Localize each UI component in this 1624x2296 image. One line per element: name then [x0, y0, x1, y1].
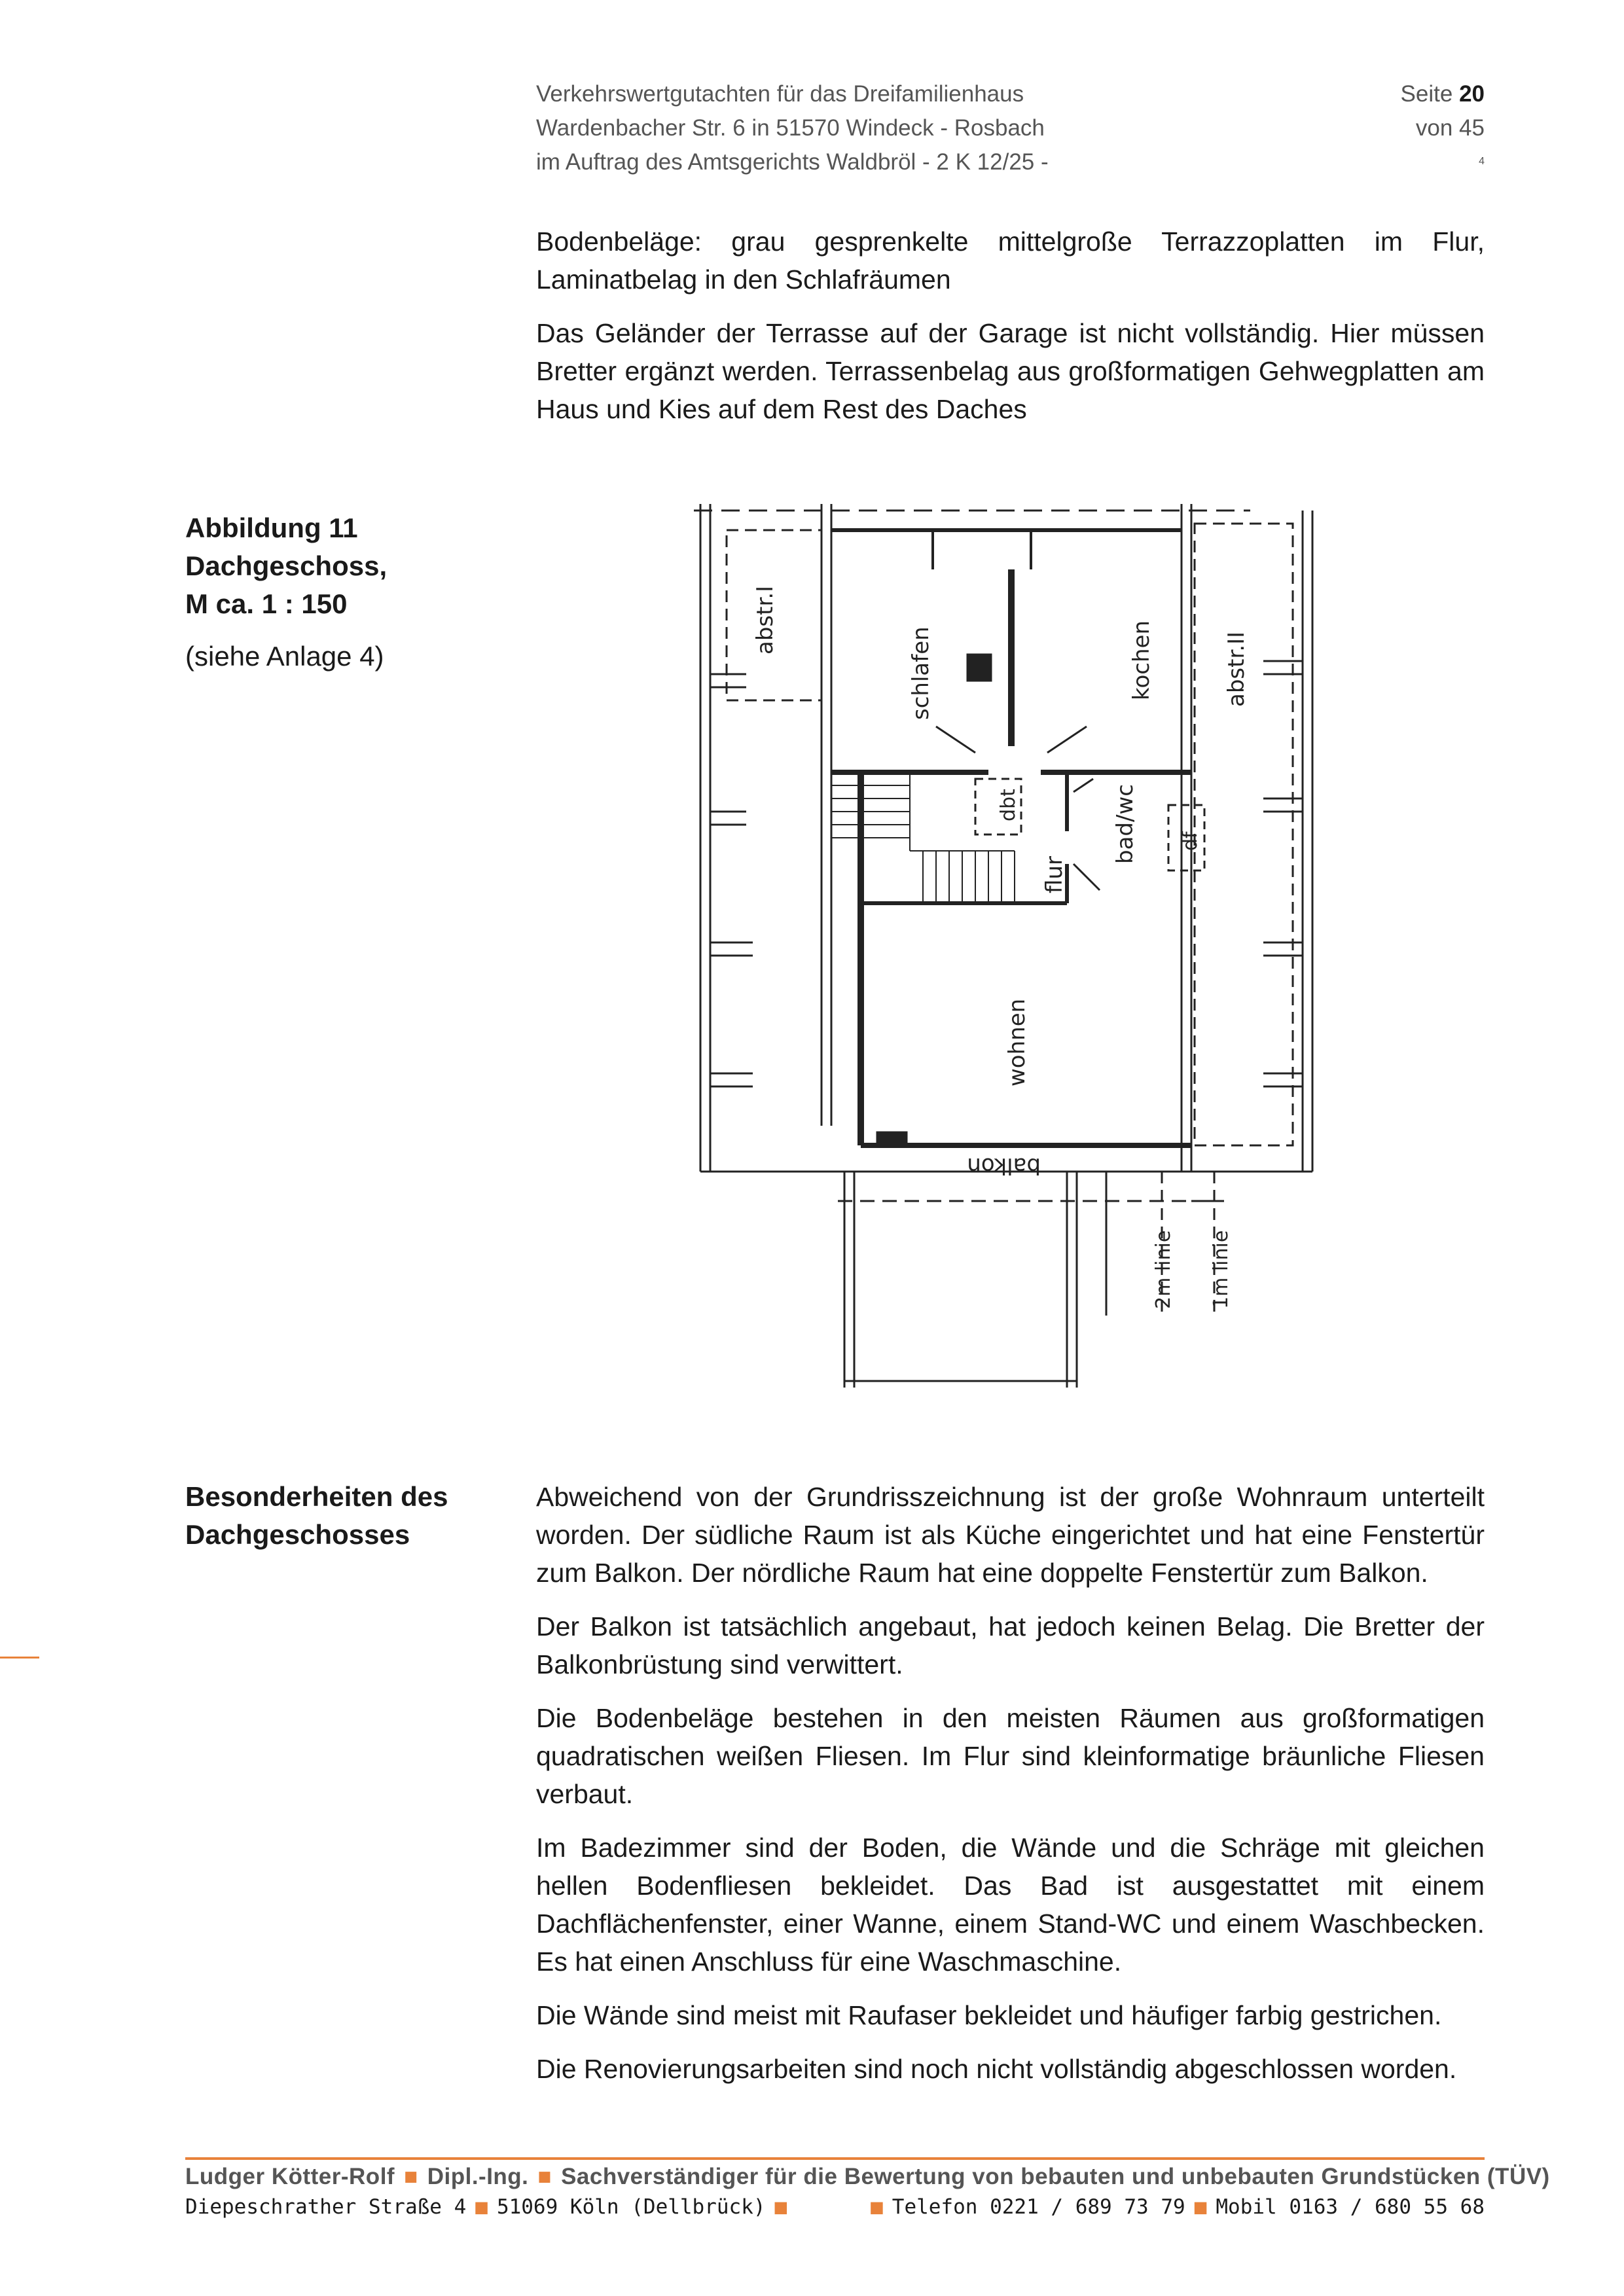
plan-label-kochen: kochen — [1128, 620, 1155, 700]
plan-label-wohnen: wohnen — [1004, 998, 1030, 1086]
section-paragraph-2: Der Balkon ist tatsächlich angebaut, hat jedoch keinen Belag. Die Bretter der Balkonbrüstung sind verwittert. — [536, 1611, 1485, 1679]
plan-label-schlafen: schlafen — [908, 626, 934, 720]
header-line-2: Wardenbacher Str. 6 in 51570 Windeck - Rosbach — [536, 115, 1045, 141]
margin-marker — [0, 1657, 39, 1659]
header-line-1: Verkehrswertgutachten für das Dreifamilienhaus — [536, 81, 1024, 107]
plan-label-2m-linie: 2m linie — [1152, 1230, 1175, 1309]
page-label: Seite — [1400, 81, 1453, 107]
page-small-mark: 4 — [1479, 156, 1485, 167]
section-paragraph-6: Die Renovierungsarbeiten sind noch nicht vollständig abgeschlossen worden. — [536, 2054, 1457, 2084]
section-label-1: Besonderheiten des — [185, 1481, 448, 1512]
intro-paragraph-1: Bodenbeläge: grau gesprenkelte mittelgroße Terrazzoplatten im Flur, Laminatbelag in den Schlafräumen — [536, 226, 1485, 295]
intro-paragraph-2: Das Geländer der Terrasse auf der Garage ist nicht vollständig. Hier müssen Bretter ergänzt werden. Terrassenbelag aus großformatigen Gehwegplatten am Haus und Kies auf dem Rest des Daches — [536, 318, 1485, 424]
figure-label-3: M ca. 1 : 150 — [185, 588, 348, 619]
intro-text — [536, 223, 1485, 444]
section-text — [536, 1478, 1485, 2104]
footer-street: Diepeschrather Straße 4 — [185, 2195, 467, 2219]
footer-name: Ludger Kötter-Rolf — [185, 2164, 395, 2189]
footer-phone: Telefon 0221 / 689 73 79 — [892, 2195, 1185, 2219]
figure-label-2: Dachgeschoss, — [185, 550, 388, 581]
plan-label-abstr1: abstr.I — [752, 585, 778, 655]
section-paragraph-1: Abweichend von der Grundrisszeichnung ist der große Wohnraum unterteilt worden. Der südliche Raum ist als Küche eingerichtet und hat eine Fenstertür zum Balkon. Der nördliche Raum hat eine doppelte Fenstertür zum Balkon. — [536, 1482, 1485, 1588]
plan-label-1m-linie: 1m linie — [1210, 1230, 1233, 1309]
figure-label-1: Abbildung 11 — [185, 512, 358, 543]
footer-mobile: Mobil 0163 / 680 55 68 — [1216, 2195, 1485, 2219]
plan-label-balkon: balkon — [967, 1153, 1041, 1179]
section-label-2: Dachgeschosses — [185, 1519, 410, 1550]
page-number: 20 — [1459, 81, 1485, 107]
document-header — [536, 77, 1387, 179]
section-label — [185, 1478, 486, 1554]
plan-label-badwc: bad/wc — [1112, 784, 1138, 864]
footer-contact: Diepeschrather Straße 4 ■ 51069 Köln (Dellbrück) ■ ■ Telefon 0221 / 689 73 79 ■ Mobil 0163 / 680 55 68 — [185, 2195, 1485, 2219]
page-total: von 45 — [1415, 115, 1485, 141]
footer-role: Sachverständiger für die Bewertung von bebauten und unbebauten Grundstücken (TÜV) — [561, 2164, 1550, 2189]
figure-caption — [185, 509, 486, 675]
plan-label-flur: flur — [1041, 856, 1068, 893]
section-paragraph-3: Die Bodenbeläge bestehen in den meisten Räumen aus großformatigen quadratischen weißen Fliesen. Im Flur sind kleinformatige bräunliche Fliesen verbaut. — [536, 1703, 1485, 1809]
header-line-3: im Auftrag des Amtsgerichts Waldbröl - 2 K 12/25 - — [536, 149, 1049, 175]
floor-plan-drawing — [674, 484, 1348, 1394]
footer-identity: Ludger Kötter-Rolf ■ Dipl.-Ing. ■ Sachverständiger für die Bewertung von bebauten und unbebauten Grundstücken (TÜV) — [185, 2164, 1550, 2189]
footer-degree: Dipl.-Ing. — [427, 2164, 529, 2189]
footer-city: 51069 Köln (Dellbrück) — [496, 2195, 766, 2219]
plan-label-abstr2: abstr.II — [1223, 631, 1250, 707]
section-paragraph-4: Im Badezimmer sind der Boden, die Wände und die Schräge mit gleichen hellen Bodenfliesen bekleidet. Das Bad ist ausgestattet mit einem Dachflächenfenster, einer Wanne, einem Stand-WC und einem Waschbecken. Es hat einen Anschluss für eine Waschmaschine. — [536, 1833, 1485, 1977]
section-paragraph-5: Die Wände sind meist mit Raufaser bekleidet und häufiger farbig gestrichen. — [536, 2000, 1442, 2030]
page-indicator — [1309, 77, 1485, 178]
plan-label-dbt: dbt — [997, 789, 1020, 821]
footer-divider — [185, 2157, 1485, 2160]
plan-label-df: df — [1179, 831, 1202, 851]
figure-note: (siehe Anlage 4) — [185, 641, 384, 672]
